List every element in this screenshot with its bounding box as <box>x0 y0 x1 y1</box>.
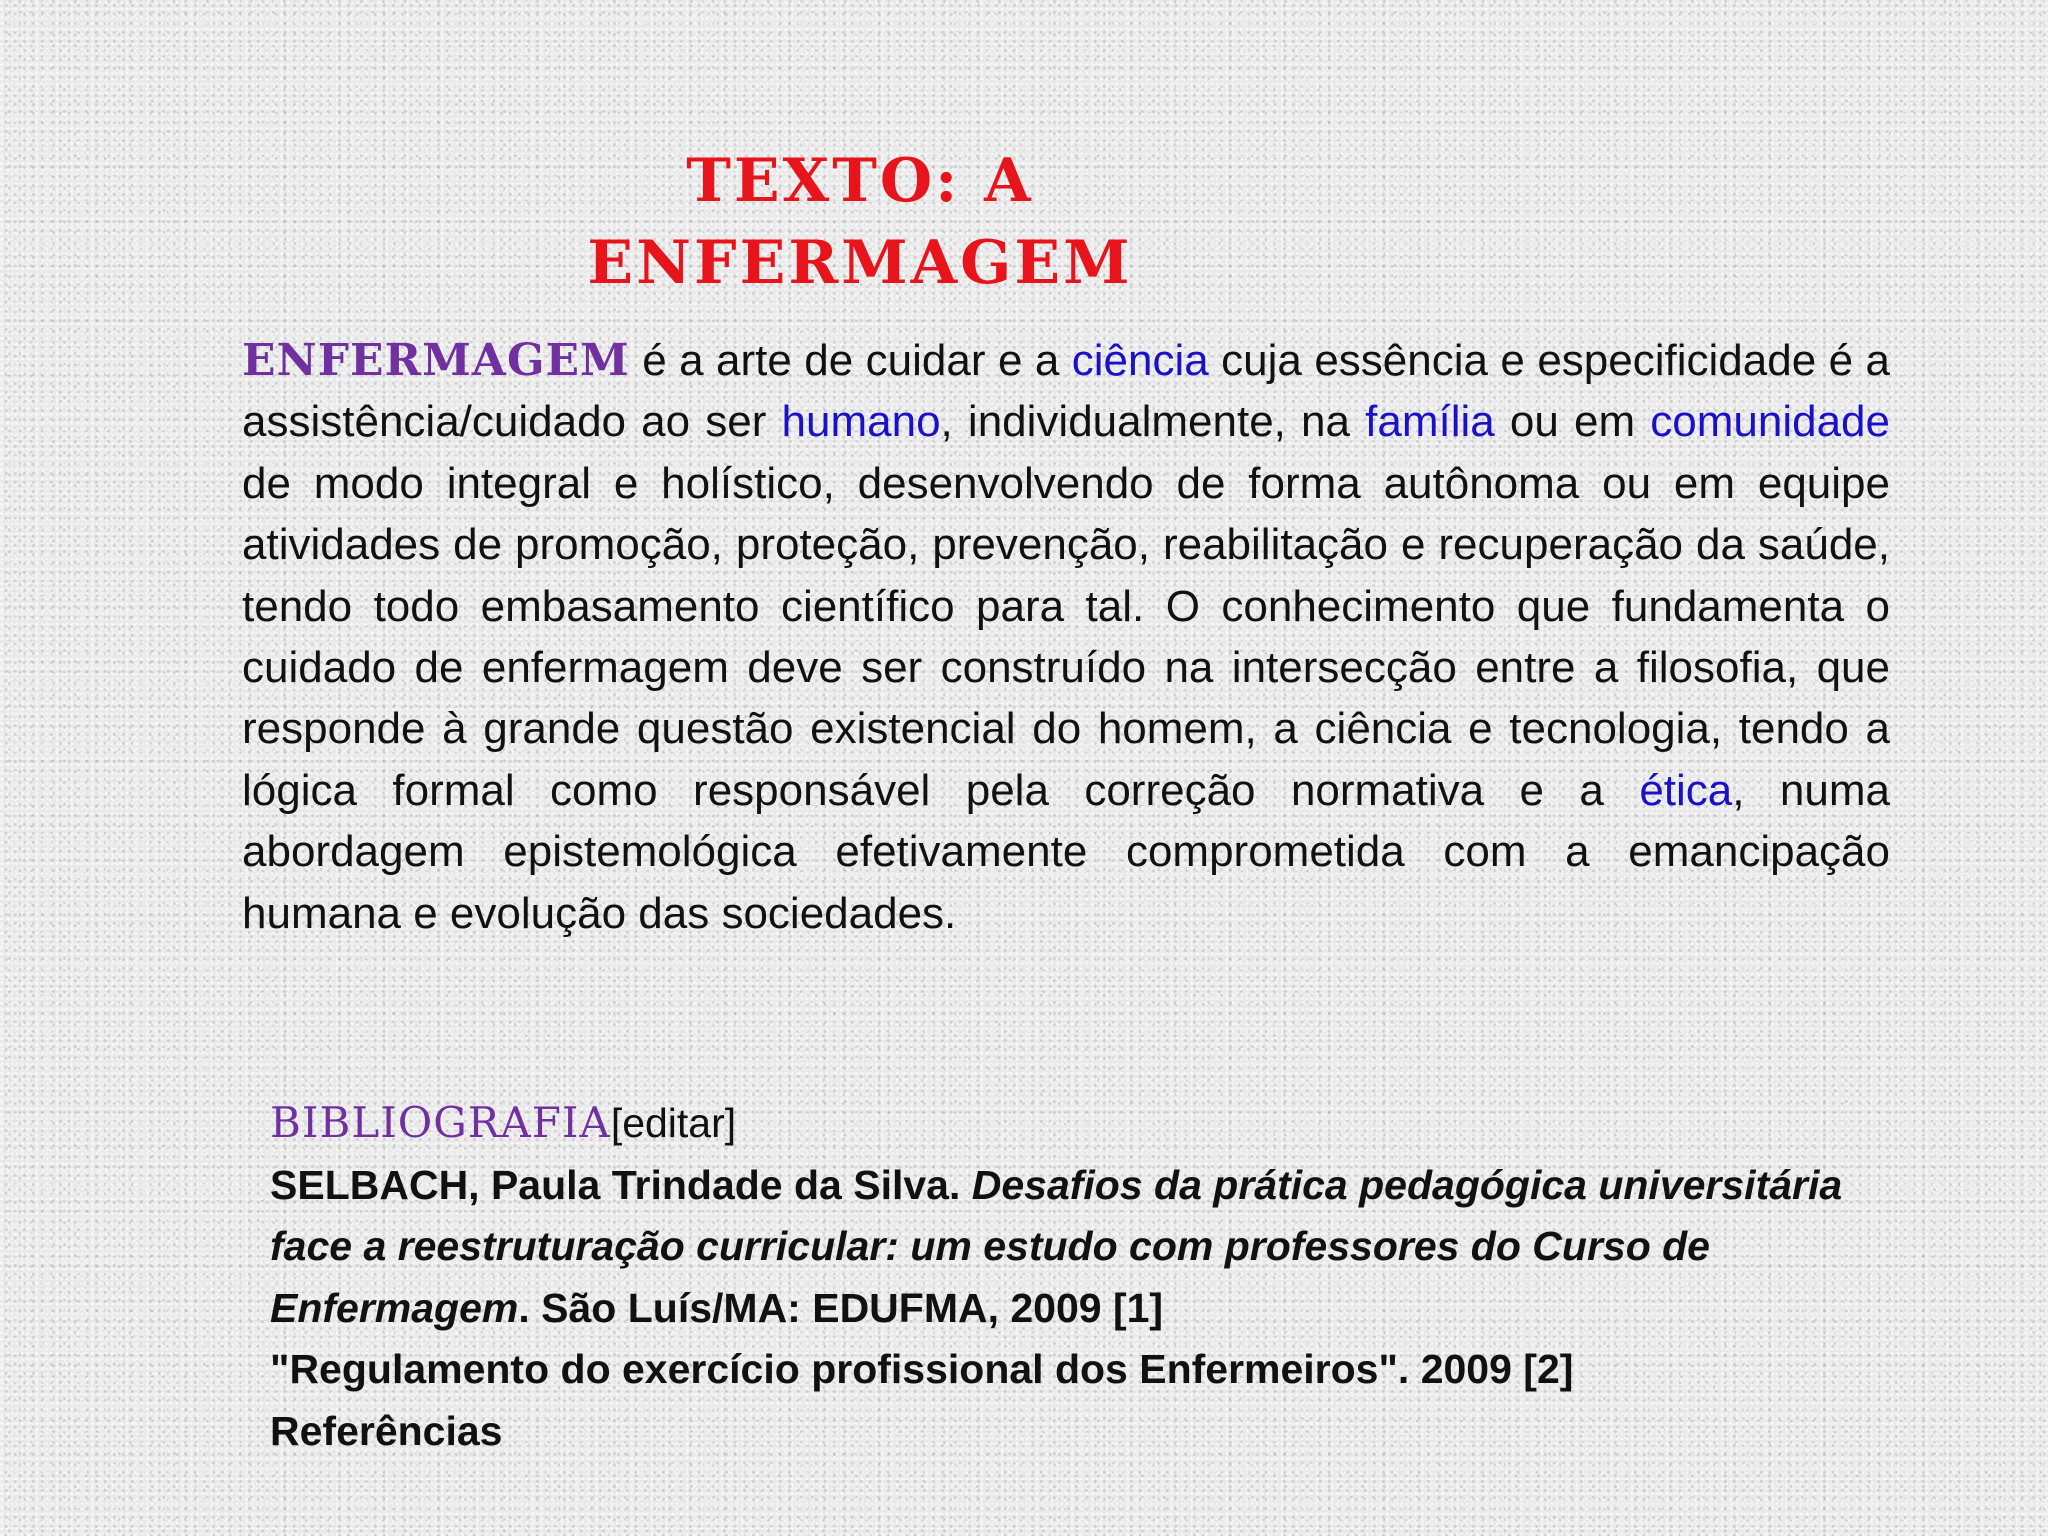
link-comunidade[interactable]: comunidade <box>1650 397 1890 447</box>
body-text-segment: , individualmente, na <box>940 397 1366 447</box>
lead-word: ENFERMAGEM <box>242 335 630 386</box>
body-text-segment: ou em <box>1494 397 1651 447</box>
reference-1-title: Desafios da prática pedagógica universitária face a reestruturação curricular: um estudo com professores do Curso de Enfermagem <box>270 1161 1843 1331</box>
link-humano[interactable]: humano <box>781 397 941 447</box>
body-text-segment: , numa abordagem epistemológica efetivamente comprometida com a emancipação humana e evolução das sociedades. <box>242 765 1890 938</box>
link-familia[interactable]: família <box>1365 397 1495 447</box>
bibliography-header <box>270 1092 1890 1155</box>
slide-title <box>560 140 1160 304</box>
bibliography-section <box>270 1092 1890 1462</box>
body-text-segment: cuja essência e especificidade é a assistência/cuidado ao ser <box>242 336 1891 447</box>
reference-1-publisher: . São Luís/MA: EDUFMA, 2009 [1] <box>518 1284 1164 1331</box>
link-etica[interactable]: ética <box>1639 765 1733 815</box>
reference-1-author: SELBACH, Paula Trindade da Silva. <box>270 1161 972 1208</box>
body-text-segment: de modo integral e holístico, desenvolvendo de forma autônoma ou em equipe atividades de promoção, proteção, prevenção, reabilitação e recuperação da saúde, tendo todo embasamento científico para tal. O conhecimento que fundamenta o cuidado de enfermagem deve ser construído na intersecção entre a filosofia, que responde à grande questão existencial do homem, a ciência e tecnologia, tendo a lógica formal como responsável pela correção normativa e a <box>242 458 1890 815</box>
edit-link[interactable]: [editar] <box>610 1100 737 1146</box>
link-ciencia[interactable]: ciência <box>1071 336 1209 385</box>
reference-2: "Regulamento do exercício profissional dos Enfermeiros". 2009 [2] <box>270 1346 1574 1392</box>
bibliography-heading: BIBLIOGRAFIA <box>270 1098 611 1147</box>
body-text-segment: é a arte de cuidar e a <box>629 336 1072 385</box>
reference-1 <box>270 1155 1890 1340</box>
references-label: Referências <box>270 1407 503 1454</box>
body-paragraph <box>242 330 1890 944</box>
title-line-1: TEXTO: A <box>686 146 1034 216</box>
title-line-2: ENFERMAGEM <box>587 228 1133 298</box>
